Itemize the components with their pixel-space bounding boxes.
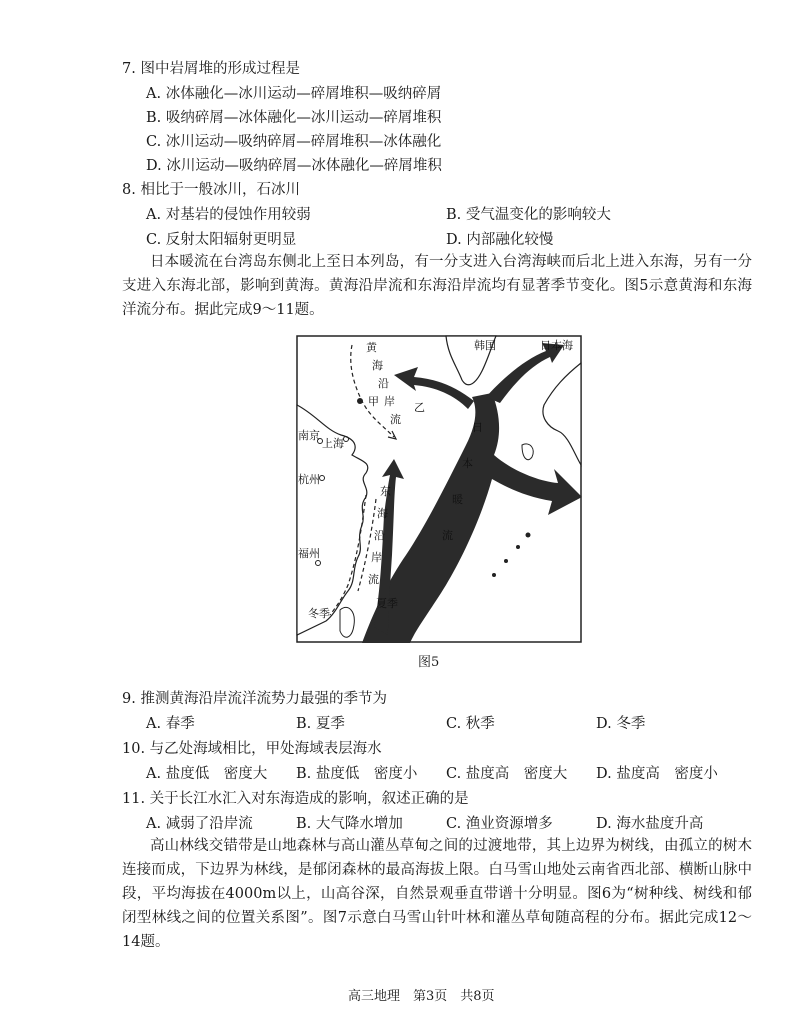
label-nanjing: 南京 — [298, 429, 320, 442]
ryukyu-island — [504, 559, 508, 563]
taiwan-island — [340, 607, 354, 637]
ryukyu-island — [492, 573, 496, 577]
label-korea: 韩国 — [474, 339, 496, 352]
q11-options — [146, 812, 746, 833]
label-winter: 冬季 — [308, 607, 330, 620]
lbl-yellow-char: 沿 — [378, 377, 389, 390]
q8-option-d: D. 内部融化较慢 — [446, 232, 554, 248]
q8-stem: 8. 相比于一般冰川，石冰川 — [122, 182, 300, 198]
q10-option-d: D. 盐度高 密度小 — [596, 766, 718, 782]
q9-option-a: A. 春季 — [146, 716, 195, 732]
q10-option-a: A. 盐度低 密度大 — [146, 766, 268, 782]
q7-option-a: A. 冰体融化—冰川运动—碎屑堆积—吸纳碎屑 — [146, 86, 442, 102]
lbl-east-char: 沿 — [374, 529, 385, 542]
lbl-yellow-char: 海 — [372, 359, 383, 372]
q10-option-c: C. 盐度高 密度大 — [446, 766, 568, 782]
label-summer: 夏季 — [376, 597, 398, 610]
ryukyu-island — [516, 545, 520, 549]
q9-option-d: D. 冬季 — [596, 716, 646, 732]
q7-option-d: D. 冰川运动—吸纳碎屑—冰体融化—碎屑堆积 — [146, 158, 442, 174]
ryukyu-island — [526, 533, 531, 538]
q9-options — [146, 712, 746, 733]
q7-stem: 7. 图中岩屑堆的形成过程是 — [122, 61, 300, 77]
lbl-yellow-char: 黄 — [366, 341, 377, 354]
q8-option-b: B. 受气温变化的影响较大 — [446, 207, 611, 223]
lbl-east-char: 流 — [368, 573, 379, 586]
page-footer: 高三地理 第3页 共8页 — [348, 989, 495, 1004]
label-hangzhou: 杭州 — [298, 473, 320, 486]
q10-stem: 10. 与乙处海域相比，甲处海域表层海水 — [122, 741, 382, 757]
q9-option-c: C. 秋季 — [446, 716, 495, 732]
q7-option-b: B. 吸纳碎屑—冰体融化—冰川运动—碎屑堆积 — [146, 110, 442, 126]
q11-option-b: B. 大气降水增加 — [296, 816, 403, 832]
label-fuzhou: 福州 — [298, 547, 320, 560]
q11-stem: 11. 关于长江水汇入对东海造成的影响，叙述正确的是 — [122, 791, 469, 807]
lbl-kuroshio-char: 日 — [472, 421, 483, 434]
label-jia: 甲 — [368, 395, 379, 408]
lbl-kuroshio-char: 本 — [462, 457, 473, 470]
q8-option-a: A. 对基岩的侵蚀作用较弱 — [146, 207, 311, 223]
figure-5-caption: 图5 — [418, 655, 440, 670]
label-shanghai: 上海 — [322, 437, 344, 450]
lbl-kuroshio-char: 暖 — [452, 493, 463, 506]
point-jia — [357, 398, 363, 404]
figure-5-ocean-current-map — [296, 335, 582, 643]
q8-option-c: C. 反射太阳辐射更明显 — [146, 232, 297, 248]
lbl-kuroshio-char: 流 — [442, 529, 453, 542]
passage-ocean-currents: 日本暖流在台湾岛东侧北上至日本列岛，有一分支进入台湾海峡而后北上进入东海，另有一分支进入东海北部，影响到黄海。黄海沿岸流和东海沿岸流均有显著季节变化。图5示意黄海和东海洋流分布。据此完成9～11题。 — [122, 254, 752, 318]
label-yi: 乙 — [414, 401, 425, 414]
q9-option-b: B. 夏季 — [296, 716, 345, 732]
q11-option-d: D. 海水盐度升高 — [596, 816, 704, 832]
lbl-yellow-char: 流 — [390, 413, 401, 426]
q10-options — [146, 762, 746, 783]
passage-alpine-treeline: 高山林线交错带是山地森林与高山灌丛草甸之间的过渡地带，其上边界为树线，由孤立的树木连接而成，下边界为林线，是郁闭森林的最高海拔上限。白马雪山地处云南省西北部、横断山脉中段，平均海拔在4000m以上，山高谷深，自然景观垂直带谱十分明显。图6为“树种线、树线和郁闭型林线之间的位置关系图”。图7示意白马雪山针叶林和灌丛草甸随高程的分布。据此完成12～14题。 — [122, 838, 752, 950]
lbl-east-char: 岸 — [371, 551, 382, 564]
q7-option-c: C. 冰川运动—吸纳碎屑—碎屑堆积—冰体融化 — [146, 134, 442, 150]
lbl-yellow-char: 岸 — [384, 395, 395, 408]
lbl-east-char: 东 — [380, 485, 391, 498]
q9-stem: 9. 推测黄海沿岸流洋流势力最强的季节为 — [122, 691, 387, 707]
q11-option-a: A. 减弱了沿岸流 — [146, 816, 253, 832]
label-sea-of-japan: 日本海 — [540, 339, 573, 352]
lbl-east-char: 海 — [377, 507, 388, 520]
q11-option-c: C. 渔业资源增多 — [446, 816, 553, 832]
q10-option-b: B. 盐度低 密度小 — [296, 766, 418, 782]
